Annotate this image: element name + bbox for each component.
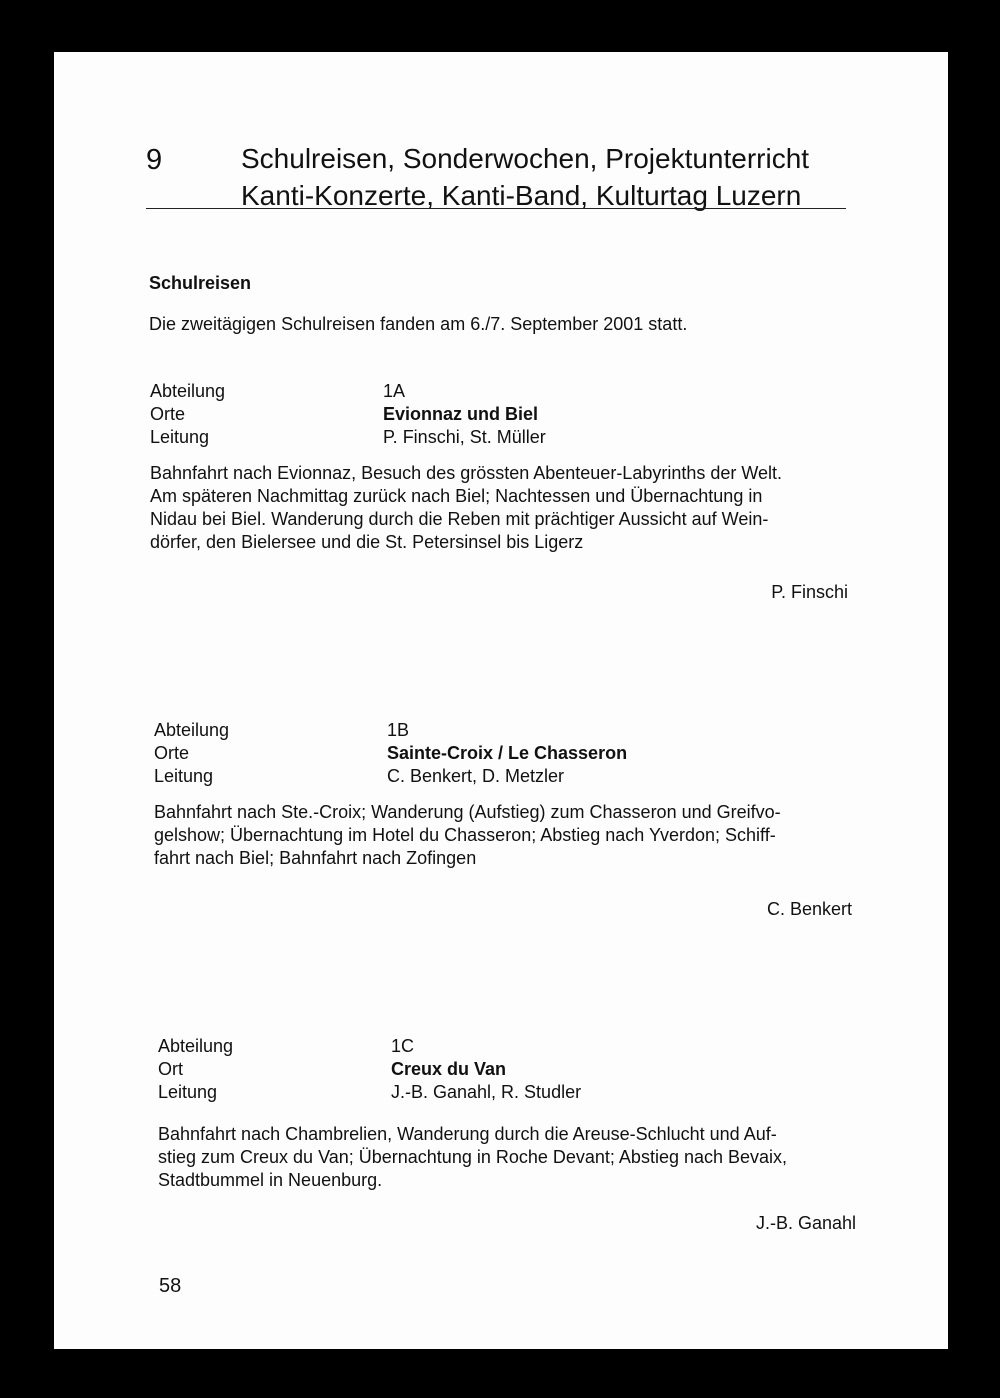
description-line: Bahnfahrt nach Chambrelien, Wanderung durch die Areuse-Schlucht und Auf-	[158, 1124, 777, 1144]
value-leitung: P. Finschi, St. Müller	[383, 427, 546, 447]
section-heading: Schulreisen	[149, 273, 252, 293]
description-line: dörfer, den Bielersee und die St. Petersinsel bis Ligerz	[150, 532, 584, 552]
value-abteilung: 1A	[383, 381, 406, 401]
value-leitung: J.-B. Ganahl, R. Studler	[391, 1082, 582, 1102]
description-line: fahrt nach Biel; Bahnfahrt nach Zofingen	[154, 848, 477, 868]
label-leitung: Leitung	[158, 1082, 218, 1102]
value-orte: Evionnaz und Biel	[383, 404, 539, 424]
chapter-title-line-2: Kanti-Konzerte, Kanti-Band, Kulturtag Luzern	[241, 180, 802, 211]
chapter-underline	[146, 208, 846, 209]
description-line: Bahnfahrt nach Ste.-Croix; Wanderung (Aufstieg) zum Chasseron und Greifvo-	[154, 802, 781, 822]
description-line: stieg zum Creux du Van; Übernachtung in Roche Devant; Abstieg nach Bevaix,	[158, 1147, 788, 1167]
label-abteilung: Abteilung	[150, 381, 226, 401]
label-leitung: Leitung	[154, 766, 214, 786]
value-abteilung: 1B	[387, 720, 410, 740]
label-abteilung: Abteilung	[158, 1036, 234, 1056]
trip-description	[154, 801, 854, 870]
value-leitung: C. Benkert, D. Metzler	[387, 766, 565, 786]
description-line: Bahnfahrt nach Evionnaz, Besuch des grössten Abenteuer-Labyrinths der Welt.	[150, 463, 783, 483]
description-line: Stadtbummel in Neuenburg.	[158, 1170, 383, 1190]
label-orte: Orte	[154, 743, 190, 763]
trip-author-1a: P. Finschi	[771, 582, 848, 602]
document-page	[54, 52, 948, 1349]
trip-author-1c: J.-B. Ganahl	[755, 1213, 856, 1233]
label-leitung: Leitung	[150, 427, 210, 447]
value-ort: Creux du Van	[391, 1059, 507, 1079]
value-orte: Sainte-Croix / Le Chasseron	[387, 743, 628, 763]
section-intro: Die zweitägigen Schulreisen fanden am 6./7. September 2001 statt.	[149, 314, 688, 334]
trip-description	[158, 1123, 858, 1192]
label-abteilung: Abteilung	[154, 720, 230, 740]
page-number: 58	[159, 1275, 182, 1297]
trip-author-1b: C. Benkert	[766, 899, 852, 919]
chapter-number: 9	[146, 144, 163, 176]
chapter-title	[241, 140, 809, 214]
value-abteilung: 1C	[391, 1036, 415, 1056]
description-line: gelshow; Übernachtung im Hotel du Chasseron; Abstieg nach Yverdon; Schiff-	[154, 825, 776, 845]
chapter-title-line-1: Schulreisen, Sonderwochen, Projektunterricht	[241, 143, 810, 174]
trip-description	[150, 462, 850, 554]
label-ort: Ort	[158, 1059, 183, 1079]
label-orte: Orte	[150, 404, 186, 424]
description-line: Nidau bei Biel. Wanderung durch die Reben mit prächtiger Aussicht auf Wein-	[150, 509, 769, 529]
description-line: Am späteren Nachmittag zurück nach Biel; Nachtessen und Übernachtung in	[150, 486, 763, 506]
